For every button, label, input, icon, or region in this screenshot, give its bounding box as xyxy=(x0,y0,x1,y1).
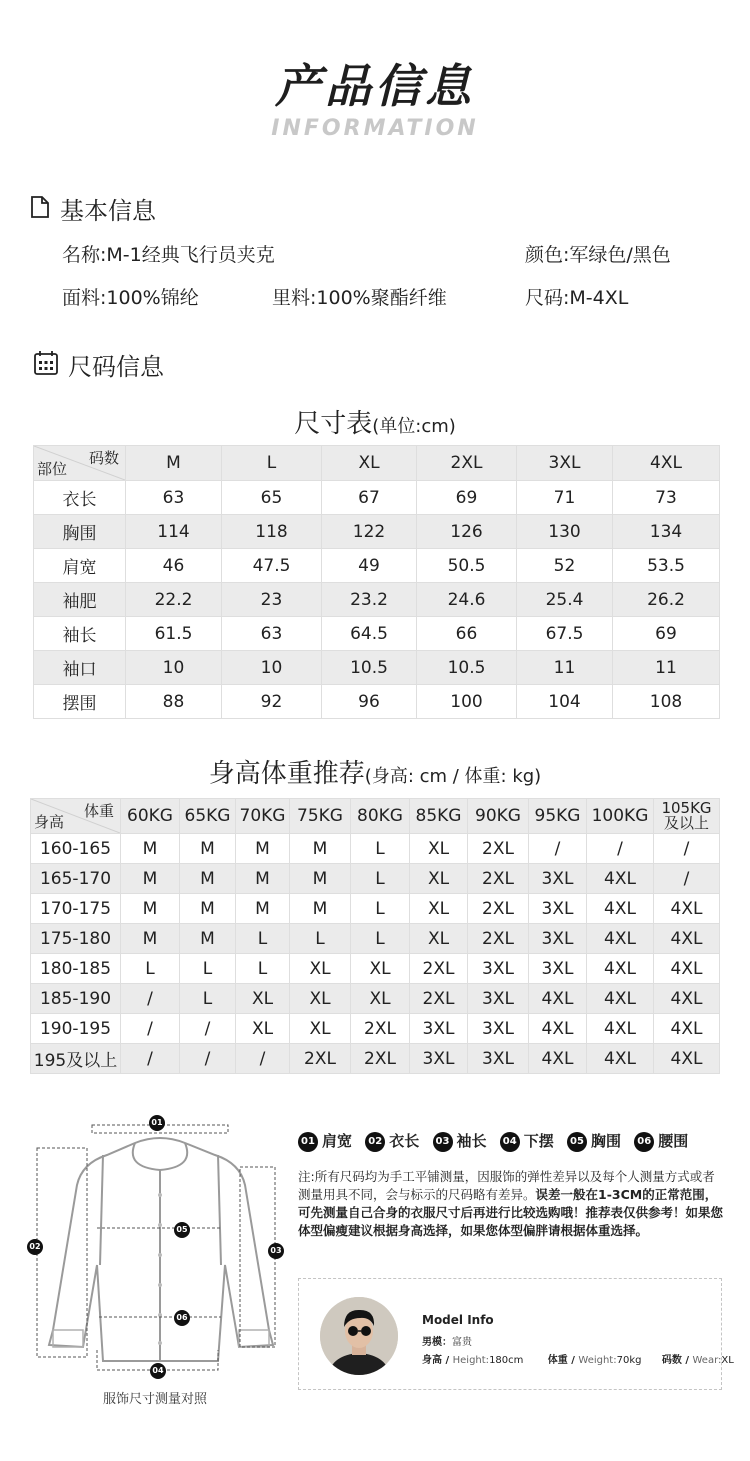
column-header: L xyxy=(222,446,322,481)
table-cell: / xyxy=(180,1044,236,1074)
table-cell: 2XL xyxy=(468,924,529,954)
legend-item xyxy=(634,1130,688,1152)
corner-top-label: 码数 xyxy=(88,449,119,467)
legend-item xyxy=(500,1130,554,1152)
legend-number: 06 xyxy=(634,1132,654,1152)
row-label: 袖长 xyxy=(34,617,126,651)
table-cell: 22.2 xyxy=(126,583,222,617)
table-cell: 3XL xyxy=(468,1044,529,1074)
legend-item xyxy=(433,1130,487,1152)
legend-item xyxy=(567,1130,621,1152)
table-cell: 4XL xyxy=(654,1014,720,1044)
column-header-stack xyxy=(654,801,719,831)
table-cell: 10.5 xyxy=(417,651,517,685)
table-row xyxy=(31,1044,720,1074)
table-cell: XL xyxy=(410,924,468,954)
document-icon xyxy=(30,195,50,223)
table-cell: / xyxy=(236,1044,290,1074)
table-cell: 23.2 xyxy=(322,583,417,617)
marker-05: 05 xyxy=(174,1222,190,1238)
table-cell: XL xyxy=(410,864,468,894)
table-cell: XL xyxy=(410,834,468,864)
legend-label: 肩宽 xyxy=(322,1132,353,1150)
table-cell: 130 xyxy=(517,515,613,549)
table-cell: 73 xyxy=(613,481,720,515)
table-cell: M xyxy=(180,924,236,954)
model-weight-value: 70kg xyxy=(616,1355,642,1366)
table-cell: / xyxy=(121,1014,180,1044)
table-cell: L xyxy=(236,954,290,984)
table-cell: 122 xyxy=(322,515,417,549)
table-cell: M xyxy=(236,894,290,924)
table-cell: 4XL xyxy=(529,1044,587,1074)
table-cell: 52 xyxy=(517,549,613,583)
table-cell: M xyxy=(290,864,351,894)
table-row xyxy=(34,515,720,549)
row-label: 肩宽 xyxy=(34,549,126,583)
model-wear-value: XL xyxy=(721,1355,734,1366)
table-cell: 4XL xyxy=(587,924,654,954)
row-label: 165-170 xyxy=(31,864,121,894)
rec-table-title-text: 身高体重推荐 xyxy=(208,759,365,789)
marker-03: 03 xyxy=(268,1243,284,1259)
table-cell: 92 xyxy=(222,685,322,719)
product-name: 名称:M-1经典飞行员夹克 xyxy=(62,244,275,266)
table-cell: 65 xyxy=(222,481,322,515)
column-header: 2XL xyxy=(417,446,517,481)
corner-wrap xyxy=(31,799,120,833)
column-header: XL xyxy=(322,446,417,481)
table-cell: L xyxy=(351,894,410,924)
table-cell: 4XL xyxy=(587,1014,654,1044)
legend-number: 03 xyxy=(433,1132,453,1152)
table-cell: M xyxy=(121,894,180,924)
table-cell: 11 xyxy=(517,651,613,685)
table-cell: 96 xyxy=(322,685,417,719)
table-cell: M xyxy=(290,834,351,864)
table-cell: 71 xyxy=(517,481,613,515)
table-cell: 4XL xyxy=(654,984,720,1014)
model-role-value: 富贵 xyxy=(452,1337,472,1348)
table-cell: 63 xyxy=(126,481,222,515)
rec-table-unit: (身高: cm / 体重: kg) xyxy=(364,766,542,787)
calendar-icon xyxy=(33,350,59,380)
table-cell: 126 xyxy=(417,515,517,549)
table-cell: 100 xyxy=(417,685,517,719)
table-cell: 4XL xyxy=(587,1044,654,1074)
table-cell: 46 xyxy=(126,549,222,583)
column-header: 3XL xyxy=(517,446,613,481)
table-row xyxy=(31,834,720,864)
table-cell: L xyxy=(351,924,410,954)
model-weight-en: Weight: xyxy=(578,1355,617,1366)
model-role-key: 男模： xyxy=(422,1337,452,1348)
table-cell: M xyxy=(290,894,351,924)
table-cell: L xyxy=(180,984,236,1014)
measurement-legend xyxy=(298,1130,696,1152)
row-label: 袖肥 xyxy=(34,583,126,617)
table-cell: 64.5 xyxy=(322,617,417,651)
legend-label: 衣长 xyxy=(389,1132,420,1150)
table-cell: L xyxy=(121,954,180,984)
size-table-title-text: 尺寸表 xyxy=(294,409,373,439)
table-corner-cell xyxy=(31,799,121,834)
table-cell: 25.4 xyxy=(517,583,613,617)
table-cell: L xyxy=(351,834,410,864)
note-normal: 注:所有尺码均为手工平铺测量，因服饰的弹性差异以及每个人测量方式或者测量用具不同，会与标示的尺码略有差异。 xyxy=(298,1169,715,1202)
note-bold: 误差一般在1-3CM的正常范围，可先测量自己合身的衣服尺寸后再进行比较选购哦！推荐表仅供参考！如果您体型偏瘦建议根据身高选择，如果您体型偏胖请根据体重选择。 xyxy=(298,1187,724,1238)
table-row xyxy=(34,685,720,719)
table-cell: 10.5 xyxy=(322,651,417,685)
legend-item xyxy=(365,1130,419,1152)
table-cell: 49 xyxy=(322,549,417,583)
corner-wrap xyxy=(34,446,125,480)
table-cell: 2XL xyxy=(290,1044,351,1074)
table-row xyxy=(31,894,720,924)
column-header: 75KG xyxy=(290,799,351,834)
column-header: 60KG xyxy=(121,799,180,834)
table-cell: 69 xyxy=(613,617,720,651)
model-height-value: 180cm xyxy=(489,1355,524,1366)
table-cell: / xyxy=(654,864,720,894)
table-cell: 4XL xyxy=(654,954,720,984)
model-role xyxy=(422,1333,472,1348)
table-cell: 118 xyxy=(222,515,322,549)
table-cell: 61.5 xyxy=(126,617,222,651)
table-cell: 3XL xyxy=(529,924,587,954)
table-cell: XL xyxy=(351,954,410,984)
marker-02: 02 xyxy=(27,1239,43,1255)
table-cell: / xyxy=(654,834,720,864)
marker-06: 06 xyxy=(174,1310,190,1326)
table-row xyxy=(31,1014,720,1044)
product-color: 颜色:军绿色/黑色 xyxy=(525,244,671,266)
column-header-last xyxy=(654,799,720,834)
table-row xyxy=(34,651,720,685)
row-label: 195及以上 xyxy=(31,1044,121,1074)
table-cell: 3XL xyxy=(468,984,529,1014)
product-size-range: 尺码:M-4XL xyxy=(525,287,629,309)
column-header: 100KG xyxy=(587,799,654,834)
row-label: 胸围 xyxy=(34,515,126,549)
table-cell: 47.5 xyxy=(222,549,322,583)
diagram-caption: 服饰尺寸测量对照 xyxy=(102,1392,207,1407)
table-row xyxy=(31,864,720,894)
table-cell: 4XL xyxy=(587,954,654,984)
column-header: 65KG xyxy=(180,799,236,834)
page-subtitle: INFORMATION xyxy=(271,116,479,141)
table-cell: 3XL xyxy=(529,894,587,924)
table-cell: 3XL xyxy=(468,954,529,984)
table-cell: 50.5 xyxy=(417,549,517,583)
table-corner-cell xyxy=(34,446,126,481)
table-cell: 4XL xyxy=(654,894,720,924)
table-cell: 3XL xyxy=(529,954,587,984)
row-label: 175-180 xyxy=(31,924,121,954)
size-table-title xyxy=(0,403,750,440)
table-cell: 104 xyxy=(517,685,613,719)
model-height-key: 身高 / xyxy=(422,1355,453,1366)
table-cell: / xyxy=(529,834,587,864)
model-wear-key: 码数 / xyxy=(661,1355,693,1366)
rec-table-title xyxy=(0,753,750,790)
size-table-unit: (单位:cm) xyxy=(372,416,456,437)
column-header: 85KG xyxy=(410,799,468,834)
table-cell: 66 xyxy=(417,617,517,651)
legend-number: 04 xyxy=(500,1132,520,1152)
table-cell: 2XL xyxy=(410,954,468,984)
table-cell: M xyxy=(180,864,236,894)
table-cell: XL xyxy=(236,1014,290,1044)
table-cell: 2XL xyxy=(351,1044,410,1074)
table-cell: 4XL xyxy=(529,1014,587,1044)
page-title: 产品信息 xyxy=(275,59,475,113)
legend-number: 01 xyxy=(298,1132,318,1152)
shirt-measurement-diagram xyxy=(25,1115,295,1389)
table-cell: 2XL xyxy=(468,834,529,864)
table-header-row xyxy=(34,446,720,481)
table-header-row xyxy=(31,799,720,834)
table-cell: L xyxy=(351,864,410,894)
legend-label: 腰围 xyxy=(658,1132,689,1150)
table-cell: 4XL xyxy=(587,864,654,894)
column-header: 70KG xyxy=(236,799,290,834)
table-cell: 4XL xyxy=(529,984,587,1014)
column-header-line1: 105KG xyxy=(661,799,712,817)
table-cell: / xyxy=(587,834,654,864)
recommendation-table xyxy=(30,798,720,1074)
corner-top-label: 体重 xyxy=(83,802,114,820)
size-table xyxy=(33,445,720,719)
table-cell: 24.6 xyxy=(417,583,517,617)
table-cell: 10 xyxy=(222,651,322,685)
table-cell: 134 xyxy=(613,515,720,549)
model-weight-key: 体重 / xyxy=(547,1355,579,1366)
table-cell: L xyxy=(236,924,290,954)
model-stats xyxy=(422,1351,734,1366)
table-cell: 2XL xyxy=(351,1014,410,1044)
column-header: 95KG xyxy=(529,799,587,834)
table-cell: 2XL xyxy=(468,894,529,924)
row-label: 185-190 xyxy=(31,984,121,1014)
table-cell: XL xyxy=(290,1014,351,1044)
legend-number: 02 xyxy=(365,1132,385,1152)
row-label: 160-165 xyxy=(31,834,121,864)
measurement-note xyxy=(298,1168,724,1240)
table-cell: 4XL xyxy=(654,924,720,954)
table-cell: 3XL xyxy=(410,1044,468,1074)
table-cell: M xyxy=(236,864,290,894)
table-cell: 4XL xyxy=(587,894,654,924)
table-cell: 11 xyxy=(613,651,720,685)
row-label: 袖口 xyxy=(34,651,126,685)
table-cell: 114 xyxy=(126,515,222,549)
model-avatar xyxy=(320,1297,398,1375)
size-info-heading: 尺码信息 xyxy=(68,353,164,381)
table-cell: 3XL xyxy=(529,864,587,894)
table-row xyxy=(34,617,720,651)
table-cell: 67 xyxy=(322,481,417,515)
legend-label: 下摆 xyxy=(523,1132,554,1150)
product-fabric: 面料:100%锦纶 xyxy=(62,287,199,309)
column-header: M xyxy=(126,446,222,481)
row-label: 180-185 xyxy=(31,954,121,984)
marker-04: 04 xyxy=(150,1363,166,1379)
table-row xyxy=(34,481,720,515)
table-cell: 53.5 xyxy=(613,549,720,583)
column-header: 80KG xyxy=(351,799,410,834)
row-label: 衣长 xyxy=(34,481,126,515)
table-cell: 88 xyxy=(126,685,222,719)
table-cell: M xyxy=(236,834,290,864)
table-cell: 3XL xyxy=(468,1014,529,1044)
legend-item xyxy=(298,1130,352,1152)
row-label: 摆围 xyxy=(34,685,126,719)
table-cell: 108 xyxy=(613,685,720,719)
table-cell: 4XL xyxy=(587,984,654,1014)
table-cell: 2XL xyxy=(410,984,468,1014)
table-cell: 67.5 xyxy=(517,617,613,651)
column-header: 4XL xyxy=(613,446,720,481)
table-cell: 23 xyxy=(222,583,322,617)
column-header: 90KG xyxy=(468,799,529,834)
table-row xyxy=(31,984,720,1014)
legend-number: 05 xyxy=(567,1132,587,1152)
legend-label: 袖长 xyxy=(456,1132,487,1150)
table-cell: M xyxy=(121,834,180,864)
table-row xyxy=(34,549,720,583)
table-cell: L xyxy=(290,924,351,954)
table-cell: L xyxy=(180,954,236,984)
table-cell: / xyxy=(180,1014,236,1044)
table-cell: M xyxy=(121,864,180,894)
table-cell: 3XL xyxy=(410,1014,468,1044)
table-cell: 26.2 xyxy=(613,583,720,617)
table-cell: 63 xyxy=(222,617,322,651)
product-lining: 里料:100%聚酯纤维 xyxy=(272,287,447,309)
table-cell: / xyxy=(121,1044,180,1074)
table-row xyxy=(31,924,720,954)
table-cell: M xyxy=(180,834,236,864)
basic-info-heading: 基本信息 xyxy=(60,197,156,225)
column-header-line2: 及以上 xyxy=(663,814,709,832)
table-cell: XL xyxy=(290,984,351,1014)
table-cell: 4XL xyxy=(654,1044,720,1074)
row-label: 190-195 xyxy=(31,1014,121,1044)
model-info-title: Model Info xyxy=(422,1313,494,1327)
corner-bottom-label: 部位 xyxy=(37,460,68,478)
table-row xyxy=(31,954,720,984)
model-wear-en: Wear: xyxy=(692,1355,722,1366)
table-row xyxy=(34,583,720,617)
corner-bottom-label: 身高 xyxy=(34,813,65,831)
model-height-en: Height: xyxy=(452,1355,490,1366)
table-cell: M xyxy=(121,924,180,954)
table-cell: XL xyxy=(290,954,351,984)
table-cell: M xyxy=(180,894,236,924)
table-cell: XL xyxy=(236,984,290,1014)
marker-01: 01 xyxy=(149,1115,165,1131)
table-cell: 10 xyxy=(126,651,222,685)
table-cell: 2XL xyxy=(468,864,529,894)
row-label: 170-175 xyxy=(31,894,121,924)
table-cell: 69 xyxy=(417,481,517,515)
legend-label: 胸围 xyxy=(591,1132,622,1150)
table-cell: / xyxy=(121,984,180,1014)
table-cell: XL xyxy=(410,894,468,924)
table-cell: XL xyxy=(351,984,410,1014)
